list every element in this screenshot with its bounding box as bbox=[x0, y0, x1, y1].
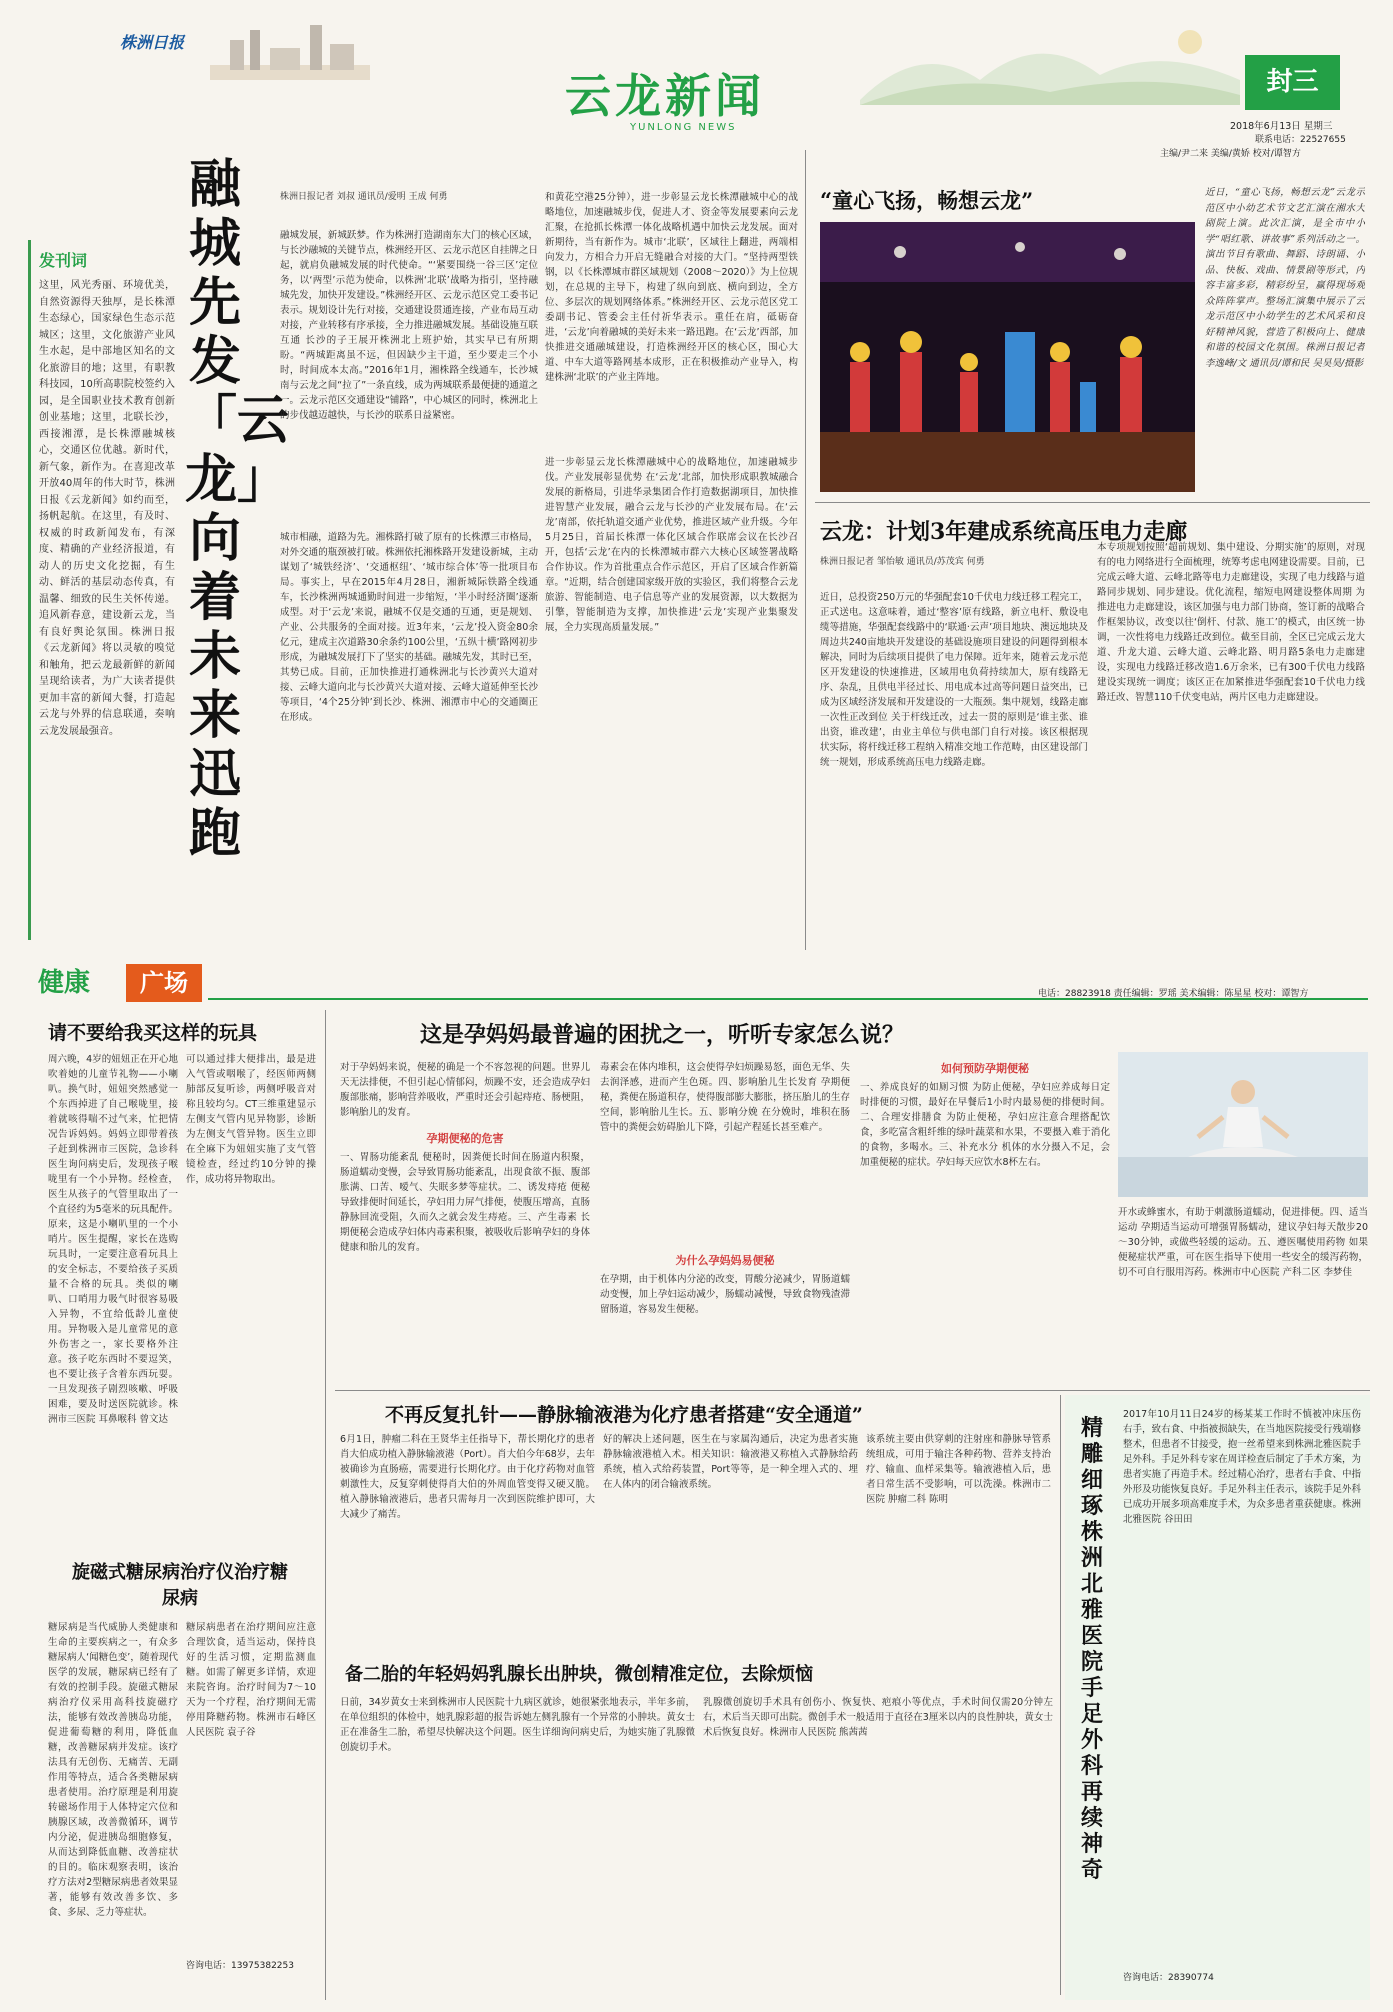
lead-col-1: 融城发展，新城跃梦。作为株洲打造湖南东大门的核心区域，与长沙融城的关键节点，株洲经开区、云龙示范区自挂牌之日起，就肩负融城发展的时代使命。“‘紧要围绕一谷三区’定位务，以‘两型’示范为使命，以株洲‘北联’战略为指引，坚持融城先发，加快开发建设。”株洲经开区、云龙示范区党工委书记表示。规划设计先行对接，交通建设贯通连接，产业布局互动对接，产业转移有序承接，全力推进融城发展。基础设施互联互通 长沙的子王展开株洲北上班护始，其实早已有所期盼。“两城距离虽不远，但因缺少主干道，至少要走三个小时，时间成本太高。”2016年1月，湘株路全线通车，长沙城南与云龙之间“拉了”一条直线，成为两城联系最便捷的通道之一。云龙示范区交通建设“铺路”，中心城区的同时，株洲北上的步伐越迈越快，与长沙的联系日益紧密。 bbox=[280, 230, 538, 421]
pregnancy-col-2: 毒素会在体内堆积，这会使得孕妇烦躁易怒，面色无华、失去润泽感，进而产生色斑。四、影响胎儿生长发育 孕期便秘，粪便在肠道积存，使得腹部膨大膨胀，挤压胎儿的生存空间，影响胎儿生长。五、影响分娩 在分娩时，堆积在肠管中的粪便会妨碍胎儿下降，引起产程延长甚至难产。 bbox=[600, 1062, 850, 1133]
toy-col-2: 可以通过排大便排出，最是进入气管或咽喉了，经医师两侧肺部反复听诊，两侧呼吸音对称且较均匀。CT三维重建显示左侧支气管内见异物影，诊断为左侧支气管异物。医生立即在全麻下为妞妞实施了支气管镜检查，经过约10分钟的操作，成功将异物取出。 bbox=[186, 1054, 316, 1185]
pregnancy-sub-2: 为什么孕妈妈易便秘 bbox=[675, 1254, 775, 1267]
stage-photo-image bbox=[820, 222, 1195, 492]
lead-byline: 株洲日报记者 刘叔 通讯员/爱明 王成 何勇 bbox=[280, 192, 448, 202]
yoga-photo bbox=[1118, 1052, 1368, 1197]
chemo-title: 不再反复扎针——静脉输液港为化疗患者搭建“安全通道” bbox=[385, 1404, 863, 1426]
divider-chemo bbox=[335, 1390, 1370, 1391]
section-pinyin: YUNLONG NEWS bbox=[630, 122, 737, 133]
newspaper-logo: 株洲日报 bbox=[120, 33, 185, 52]
issue-date: 2018年6月13日 星期三 bbox=[1230, 121, 1333, 132]
pregnancy-sub-1: 孕期便秘的危害 bbox=[426, 1132, 504, 1145]
lead-col-3: 和黄花空港25分钟），进一步彰显云龙长株潭融城中心的战略地位，加速融城步伐，促进人才、资金等发展要素向云龙汇聚，在抢抓长株潭一体化战略机遇中加快云龙发展。面对新期待，当有新作为。城市‘北联’，区域往上翻进，两端相向发力，方相合力开启无缝融合对接的大门。“坚持两型铁钢，以《长株潭城市群区域规划（2008～2020）》为上位规划，在总规的主导下，构建了纵向到底、横向到边，全方位、多层次的规划网络体系。”株洲经开区、云龙示范区党工委副书记、管委会主任付祈华表示。重任在肩，砥砺奋进，‘云龙’向着融城的美好未来一路迅跑。在‘云龙’西部，加快推进交通融城建设，打造株洲经开区的核心区，围心大道、中车大道等路网基本成形，正在积极推动产业导入，构建株洲‘北联’的产业主阵地。 bbox=[545, 192, 798, 383]
lead-col-4: 进一步彰显云龙长株潭融城中心的战略地位，加速融城步伐。产业发展彰显优势 在‘云龙’北部，加快形成职教城融合发展的新格局，引进华录集团合作打造数据湖项目，加快推进智慧产业发展，融合云龙与长沙的产业发展布局。在‘云龙’南部，依托轨道交通产业优势，推进区域产业升级。今年5月25日，首届长株潭一体化区域合作联席会议在长沙召开，包括‘云龙’在内的长株潭城市群六大核心区域签署战略合作协议。作为首批重点合作示范区，开启了区域合作新篇章。“近期，结合创建国家级开放的实验区，我们将整合云龙旅游、智能制造、电子信息等产业的发展资源，以大数据为引擎，智能制造为支撑，加快推进‘云龙’实现产业集聚发展，全力实现高质量发展。” bbox=[545, 457, 798, 633]
breast-title: 备二胎的年轻妈妈乳腺长出肿块，微创精准定位，去除烦恼 bbox=[345, 1664, 813, 1685]
health-title-a: 健康 bbox=[38, 968, 91, 998]
section-title: 云龙新闻 bbox=[565, 69, 765, 123]
yoga-photo-image bbox=[1118, 1052, 1368, 1197]
stage-photo bbox=[820, 222, 1195, 492]
editorial-box bbox=[28, 240, 179, 940]
power-title: 云龙：计划3年建成系统高压电力走廊 bbox=[820, 519, 1188, 545]
child-art-title: “童心飞扬，畅想云龙” bbox=[820, 188, 1034, 213]
toy-title: 请不要给我买这样的玩具 bbox=[48, 1022, 258, 1044]
health-contacts: 电话：28823918 责任编辑：罗瑶 美术编辑：陈星星 校对：谭智方 bbox=[1038, 989, 1309, 999]
page-label: 封三 bbox=[1266, 67, 1319, 97]
pregnancy-col-4: 开水或蜂蜜水，有助于刺激肠道蠕动，促进排便。四、适当运动 孕期适当运动可增强胃肠蠕动，建议孕妇每天散步20～30分钟，或做些轻缓的运动。五、遵医嘱使用药物 如果便秘症状严重，可在医生指导下使用一些安全的缓泻药物，切不可自行服用泻药。株洲市中心医院 产科二区 李梦佳 bbox=[1118, 1207, 1368, 1278]
chemo-col-1: 6月1日，肿瘤二科在王贤华主任指导下，帮长期化疗的患者肖大伯成功植入静脉输液港（Port）。肖大伯今年68岁，去年被确诊为直肠癌，需要进行长期化疗。由于化疗药物对血管刺激性大，反复穿刺使得肖大伯的外周血管变得又硬又脆。植入静脉输液港后，患者只需每月一次到医院维护即可，大大减少了痛苦。 bbox=[340, 1434, 595, 1520]
masthead bbox=[0, 0, 1393, 159]
hand-surgery-box bbox=[1065, 1395, 1370, 2000]
health-title-b: 广场 bbox=[126, 964, 202, 1002]
child-art-caption: 近日，“童心飞扬，畅想云龙”云龙示范区中小幼艺术节文艺汇演在湘水大剧院上演。此次汇演，是全市中小学“唱红歌、讲故事”系列活动之一。演出节目有歌曲、舞蹈、诗朗诵、小品、快板、戏曲、情景剧等形式，内容丰富多彩，精彩纷呈，赢得现场观众阵阵掌声。整场汇演集中展示了云龙示范区中小幼学生的艺术风采和良好精神风貌，营造了积极向上、健康和谐的校园文化氛围。株洲日报记者 李逸峰/文 通讯员/谭和民 吴昊昊/摄影 bbox=[1205, 187, 1365, 369]
toy-body: 周六晚，4岁的妞妞正在开心地吹着她的儿童节礼物——小喇叭。换气时，妞妞突然感觉一个东西掉进了自己喉咙里，接着就咳得喘不过气来，忙把情况告诉妈妈。妈妈立即带着孩子赶到株洲市三医院，急诊科医生询问病史后，发现孩子喉咙里有一个小异物。经检查，医生从孩子的气管里取出了一个直径约为5毫米的玩具配件。原来，这是小喇叭里的一个小哨片。医生提醒，家长在选购玩具时，一定要注意看玩具上的安全标志，不要给孩子买质量不合格的玩具。类似的喇叭、口哨用力吸气时很容易吸入异物，不宜给低龄儿童使用。异物吸入是儿童常见的意外伤害之一，家长要格外注意。孩子吃东西时不要逗笑，也不要让孩子含着东西玩耍。一旦发现孩子剧烈咳嗽、呼吸困难，要及时送医院就诊。株洲市三医院 耳鼻喉科 曾文达 bbox=[48, 1054, 178, 1425]
hand-surgery-title: 精雕细琢 株洲北雅医院手足外科再续神奇 bbox=[1080, 1415, 1103, 1883]
power-col-1: 近日，总投资250万元的华强配套10千伏电力线迁移工程完工，正式送电。这意味着，通过‘整容’原有线路，新立电杆、敷设电缆等措施，华强配套线路中的‘联通·云声’项目地块、澳远地块及周边共240亩地块开发建设的基础设施项目建设的问题得到根本解决，同时为后续项目提供了电力保障。近年来，随着云龙示范区开发建设的快速推进，区域用电负荷持续加大，原有线路无序、杂乱，且供电半径过长、用电成本过高等问题日益突出，已成为区域经济发展和开发建设的一大瓶颈。集中规划，线路走廊一次性正改到位 关于杆线迁改，过去一贯的原则是‘谁主张、谁出资，谁改建’，由业主单位与供电部门自行对接。该区根据现状实际，将杆线迁移工程纳入精准交地工作范畴，由区建设部门统一规划，形成系统高压电力线路走廊。 bbox=[820, 592, 1088, 768]
editor-credits: 主编/尹二来 美编/黄娇 校对/谭智方 bbox=[1160, 149, 1301, 159]
breast-body: 日前，34岁黄女士来到株洲市人民医院十九病区就诊，她很紧张地表示，半年多前，在单位组织的体检中，她乳腺彩超的报告诉她左侧乳腺有一个异常的小肿块。黄女士正在准备生二胎，希望尽快解决这个问题。医生详细询问病史后，为她实施了乳腺微创旋切手术。 bbox=[340, 1697, 695, 1753]
divider-lead bbox=[805, 150, 806, 950]
diabetes-title: 旋磁式糖尿病治疗仪治疗糖尿病 bbox=[72, 1562, 288, 1609]
breast-col-2: 乳腺微创旋切手术具有创伤小、恢复快、疤痕小等优点，手术时间仅需20分钟左右，术后当天即可出院。微创手术一般适用于直径在3厘米以内的良性肿块，黄女士术后恢复良好。株洲市人民医院 熊茜茜 bbox=[703, 1697, 1053, 1738]
diabetes-col-2: 糖尿病患者在治疗期间应注意合理饮食，适当运动，保持良好的生活习惯，定期监测血糖。如需了解更多详情，欢迎来院咨询。治疗时间为7～10天为一个疗程，治疗期间无需停用降糖药物。株洲市石峰区人民医院 袁子谷 bbox=[186, 1622, 316, 1738]
pregnancy-sub-3: 如何预防孕期便秘 bbox=[941, 1062, 1029, 1075]
divider-hand bbox=[1060, 1395, 1061, 1995]
landscape-icon bbox=[860, 20, 1240, 105]
lead-headline: 融城先发「云龙」向着未来迅跑 bbox=[185, 154, 290, 864]
divider-power bbox=[815, 502, 1370, 503]
power-col-2: 本专项规划按照‘超前规划、集中建设、分期实施’的原则，对现有的电力网络进行全面梳理，统筹考虑电网建设需要。目前，已完成云峰大道、云峰北路等电力走廊建设，实现了电力线路与道路同步规划、同步建设。优化流程，缩短电网建设整体周期 为推进电力走廊建设，该区加强与电力部门协商，签订新的战略合作框架协议，改变以往‘倒杆、付款、施工’的模式，由区统一协调，一次性将电力线路迁改到位。截至目前，全区已完成云龙大道、升龙大道、云峰大道、云峰北路、明月路5条电力走廊建设，实现电力线路迁移改造1.6万余米，已有300千伏电力线路建设实现统一调度；该区正在加紧推进华强配套10千伏电力线路迁改、智慧110千伏变电站，两片区电力走廊建设。 bbox=[1097, 542, 1365, 703]
pregnancy-title: 这是孕妈妈最普遍的困扰之一，听听专家怎么说？ bbox=[420, 1022, 905, 1048]
pregnancy-sub-3-body: 一、养成良好的如厕习惯 为防止便秘，孕妇应养成每日定时排便的习惯，最好在早餐后1小时内最易便的排便时间。二、合理安排膳食 为防止便秘，孕妇应注意合理搭配饮食，多吃富含粗纤维的绿叶蔬菜和水果，不要摄入难于消化的食物，多喝水。三、补充水分 机体的水分摄入不足，会加重便秘的症状。孕妇每天应饮水8杯左右。 bbox=[860, 1082, 1110, 1168]
pregnancy-sub-2-body: 在孕期，由于机体内分泌的改变，胃酸分泌减少，胃肠道蠕动变慢，加上孕妇运动减少，肠蠕动减慢，导致食物残渣滞留肠道，容易发生便秘。 bbox=[600, 1274, 850, 1315]
hand-surgery-body: 2017年10月11日24岁的杨某某工作时不慎被冲床压伤右手，致右食、中指被损缺失，在当地医院接受行残端修整术，但患者不甘接受，抱一丝希望来到株洲北雅医院手足外科。手足外科专家在周详检查后制定了手术方案，为患者实施了再造手术。经过精心治疗，患者右手食、中指外形及功能恢复良好。手足外科主任表示，该院手足外科已成功开展多项高难度手术，为众多患者重获健康。株洲北雅医院 谷田田 bbox=[1123, 1409, 1361, 1525]
power-byline: 株洲日报记者 邹怡敏 通讯员/苏茂宾 何勇 bbox=[820, 557, 985, 567]
hand-surgery-contact: 咨询电话：28390774 bbox=[1123, 1973, 1214, 1983]
skyline-icon bbox=[210, 20, 370, 80]
diabetes-contact: 咨询电话：13975382253 bbox=[186, 1961, 294, 1971]
page-badge bbox=[1245, 55, 1340, 110]
chemo-col-3: 该系统主要由供穿刺的注射座和静脉导管系统组成，可用于输注各种药物、营养支持治疗、输血、血样采集等。输液港植入后，患者日常生活不受影响，可以洗澡。株洲市二医院 肿瘤二科 陈明 bbox=[866, 1434, 1051, 1505]
pregnancy-intro: 对于孕妈妈来说，便秘的确是一个不容忽视的问题。世界儿天无法排便，不但引起心情郁闷，烦躁不安，还会造成孕妇腹部胀痛，影响营养吸收，严重时还会引起痔疮、肠梗阻，影响胎儿的发育。 bbox=[340, 1062, 590, 1118]
editorial-title: 发刊词 bbox=[39, 251, 88, 270]
editorial-body: 这里，风光秀丽、环境优美，自然资源得天独厚，是长株潭生态绿心，国家绿色生态示范城区；这里，文化旅游产业风生水起，是中部地区知名的文化旅游目的地；这里，有职教科技园，10所高职院校签约入园，是全国职业技术教育创新创业基地；这里，北联长沙，西接湘潭，是长株潭融城核心，交通区位优越。新时代，新气象，新作为。在喜迎改革开放40周年的伟大时节，株洲日报《云龙新闻》如约而至，扬帆起航。在这里，有及时、权威的时政新闻发布，有深度、精确的产业经济报道，有动人的历史文化挖掘，有生动、鲜活的基层动态传真，有温馨、细致的民生关怀传递。追风新春意，建设新云龙，当有良好舆论氛围。株洲日报《云龙新闻》将以灵敏的嗅觉和触角，把云龙最新鲜的新闻呈现给读者，为广大读者提供更加丰富的新闻大餐，打造起云龙与外界的信息联通，奏响云龙发展最强音。 bbox=[39, 280, 175, 737]
lead-col-2: 城市相融，道路为先。湘株路打破了原有的长株潭三市格局，对外交通的瓶颈被打破。株洲依托湘株路开发建设新城，主动谋划了‘城铁经济’、‘交通枢纽’、‘城市综合体’等一批项目布局。事实上，早在2015年4月28日，湘新城际铁路全线通车，长沙株洲两城通勤时间进一步缩短，‘半小时经济圈’逐渐成型。对于‘云龙’来说，融城不仅是交通的互通，更是规划、产业、公共服务的全面对接。近3年来，‘云龙’投入资金80余亿元，建成主次道路30余条约100公里，‘五纵十横’路网初步形成，为融城发展打下了坚实的基础。融城先发，其时已至，其势已成。目前，正加快推进打通株洲北与长沙黄兴大道对接、云峰大道向北与长沙黄兴大道对接、云峰大道延伸至长沙等项目，‘4个25分钟’到长沙、株洲、湘潭市中心的交通圈正在形成。 bbox=[280, 532, 538, 723]
divider-health-left bbox=[325, 1010, 326, 2000]
hotline: 联系电话：22527655 bbox=[1255, 135, 1346, 145]
chemo-col-2: 好的解决上述问题，医生在与家属沟通后，决定为患者实施静脉输液港植入术。相关知识：输液港又称植入式静脉给药系统，植入式给药装置，Port等等，是一种全埋入式的、埋在人体内的闭合输液系统。 bbox=[603, 1434, 858, 1490]
pregnancy-sub-1-body: 一、胃肠功能紊乱 便秘时，因粪便长时间在肠道内积聚，肠道蠕动变慢，会导致胃肠功能紊乱，出现食欲不振、腹部胀满、口苦、嗳气、失眠多梦等症状。二、诱发痔疮 便秘导致排便时间延长，孕妇用力屏气排便，使腹压增高，直肠静脉回流受阻，久而久之就会发生痔疮。三、产生毒素 长期便秘会造成孕妇体内毒素积聚，被吸收后影响孕妇的身体健康和胎儿的发育。 bbox=[340, 1152, 590, 1253]
diabetes-body: 糖尿病是当代威胁人类健康和生命的主要疾病之一，有众多糖尿病人‘闻糖色变’，随着现代医学的发展，糖尿病已经有了有效的控制手段。旋磁式糖尿病治疗仪采用高科技旋磁疗法，能够有效改善胰岛功能，促进葡萄糖的利用，降低血糖，改善糖尿病并发症。该疗法具有无创伤、无痛苦、无副作用等特点，适合各类糖尿病患者使用。治疗原理是利用旋转磁场作用于人体特定穴位和胰腺区域，改善微循环，调节内分泌，促进胰岛细胞修复，从而达到降低血糖、改善症状的目的。临床观察表明，该治疗方法对2型糖尿病患者效果显著，能够有效改善多饮、多食、多尿、乏力等症状。 bbox=[48, 1622, 178, 1918]
health-banner bbox=[28, 960, 1368, 1006]
